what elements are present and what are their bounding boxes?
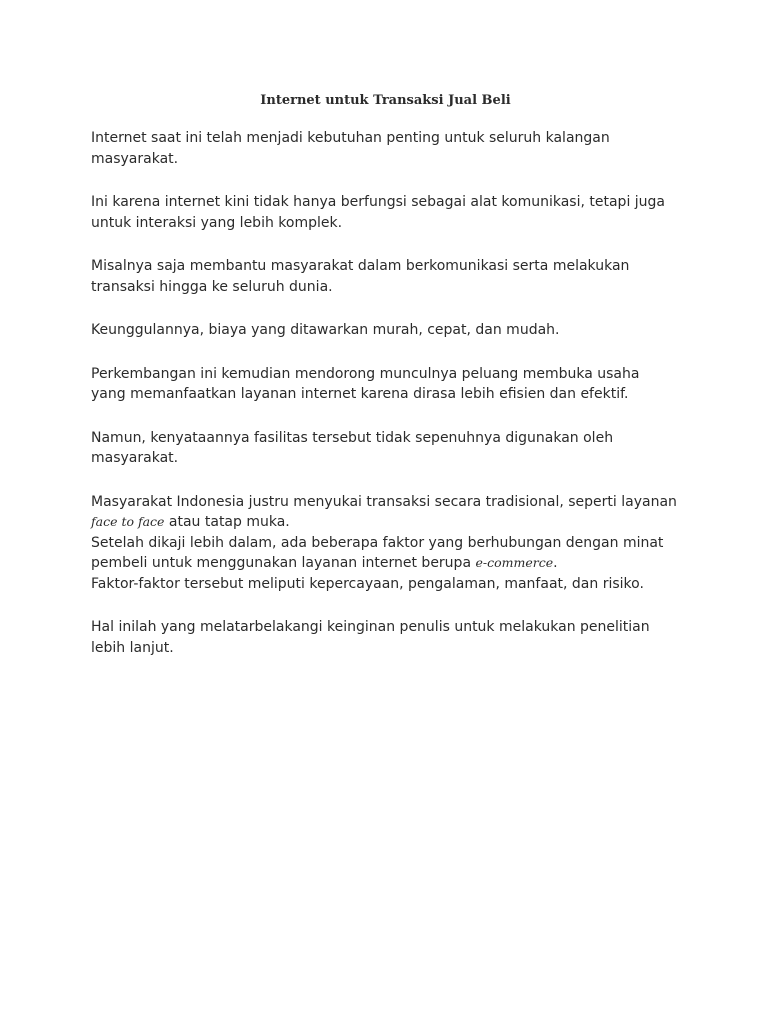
paragraph-7-text-b: atau tatap muka.: [164, 514, 290, 530]
paragraph-2: Ini karena internet kini tidak hanya berfungsi sebagai alat komunikasi, tetapi juga untuk interaksi yang lebih komplek.: [91, 194, 666, 231]
paragraph-1: Internet saat ini telah menjadi kebutuhan penting untuk seluruh kalangan masyarakat.: [91, 130, 610, 167]
paragraph-9: Faktor-faktor tersebut meliputi kepercayaan, pengalaman, manfaat, dan risiko.: [91, 575, 644, 592]
paragraph-4: Keunggulannya, biaya yang ditawarkan murah, cepat, dan mudah.: [91, 322, 560, 338]
paragraph-3: Misalnya saja membantu masyarakat dalam berkomunikasi serta melakukan transaksi hingga ke seluruh dunia.: [91, 258, 630, 295]
paragraph-7-text-a: Masyarakat Indonesia justru menyukai transaksi secara tradisional, seperti layanan: [91, 493, 677, 510]
paragraph-6: Namun, kenyataannya fasilitas tersebut tidak sepenuhnya digunakan oleh masyarakat.: [91, 429, 614, 466]
paragraph-8-text-a: Setelah dikaji lebih dalam, ada beberapa faktor yang berhubungan dengan minat pembeli untuk menggunakan layanan internet berupa: [91, 534, 664, 571]
paragraph-5: Perkembangan ini kemudian mendorong munculnya peluang membuka usaha yang memanfaatkan layanan internet karena dirasa lebih efisien dan efektif.: [91, 365, 640, 402]
term-e-commerce: e-commerce: [475, 555, 554, 570]
paragraph-8: [91, 533, 678, 574]
paragraph-10: Hal inilah yang melatarbelakangi keinginan penulis untuk melakukan penelitian lebih lanjut.: [91, 619, 650, 656]
document-title: Internet untuk Transaksi Jual Beli: [260, 93, 511, 108]
term-face-to-face: face to face: [91, 514, 165, 529]
paragraph-8-text-b: .: [553, 555, 558, 571]
paragraph-7: [91, 492, 678, 533]
